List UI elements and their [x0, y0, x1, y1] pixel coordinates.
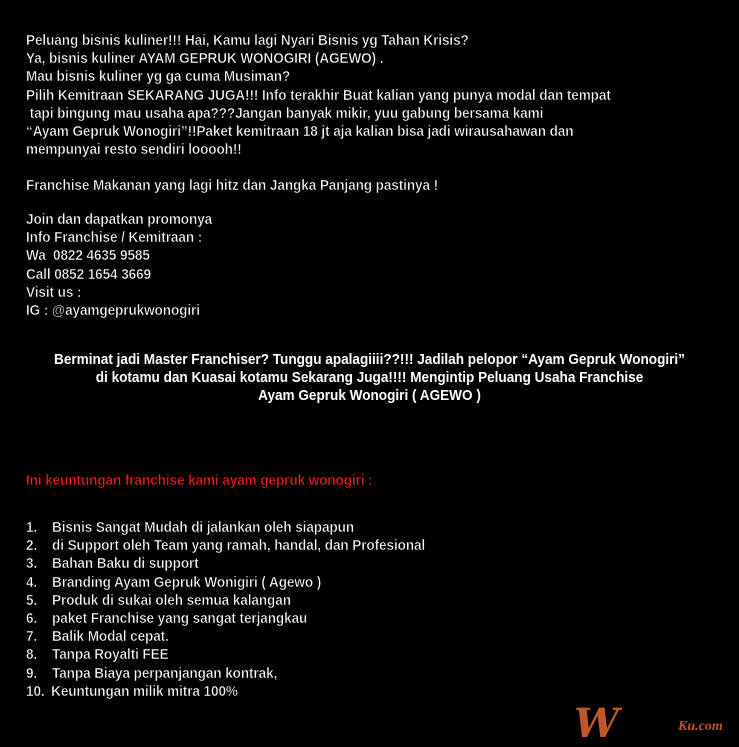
list-item [26, 592, 425, 610]
list-item [26, 537, 425, 555]
contact-info [26, 211, 212, 320]
list-item [26, 683, 425, 701]
list-item [26, 574, 425, 592]
list-item-text: di Support oleh Team yang ramah, handal, dan Profesional [52, 538, 426, 555]
intro-line: Ya, bisnis kuliner AYAM GEPRUK WONOGIRI (AGEWO) . [26, 51, 384, 68]
list-item-text: Balik Modal cepat. [52, 629, 169, 646]
benefits-heading-text: Ini keuntungan franchise kami ayam gepruk wonogiri : [26, 473, 373, 489]
list-item [26, 665, 425, 683]
master-franchiser-paragraph [0, 351, 739, 406]
list-item [26, 519, 425, 537]
contact-instagram: IG : @ayamgeprukwonogiri [26, 302, 200, 319]
franchise-tagline [26, 177, 438, 195]
list-item-number: 2. [26, 538, 38, 555]
list-item-text: Produk di sukai oleh semua kalangan [52, 592, 291, 609]
list-item-number: 3. [26, 556, 38, 573]
list-item [26, 628, 425, 646]
list-item-number: 9. [26, 665, 38, 682]
list-item-number: 10. [26, 683, 45, 700]
list-item-number: 5. [26, 592, 38, 609]
list-item-text: Tanpa Biaya perpanjangan kontrak, [52, 665, 278, 682]
franchise-tagline-text: Franchise Makanan yang lagi hitz dan Jangka Panjang pastinya ! [26, 178, 439, 194]
intro-paragraph [26, 32, 611, 159]
contact-phone: Call 0852 1654 3669 [26, 266, 152, 283]
benefits-heading [26, 472, 373, 490]
contact-visit-label: Visit us : [26, 284, 82, 301]
list-item-number: 1. [26, 520, 38, 536]
center-line: Ayam Gepruk Wonogiri ( AGEWO ) [258, 388, 481, 405]
list-item-text: Tanpa Royalti FEE [52, 647, 169, 664]
list-item [26, 646, 425, 664]
intro-line: Mau bisnis kuliner yg ga cuma Musiman? [26, 69, 291, 86]
list-item-number: 8. [26, 647, 38, 664]
intro-line: “Ayam Gepruk Wonogiri”!!Paket kemitraan 18 jt aja kalian bisa jadi wirausahawan dan [26, 123, 574, 140]
watermark-logo-icon: W [574, 700, 619, 747]
benefits-list [26, 519, 425, 701]
watermark-text: Ku.com [678, 719, 723, 734]
center-line: Berminat jadi Master Franchiser? Tunggu apalagiiii??!!! Jadilah pelopor “Ayam Gepruk Wonogiri” [54, 352, 685, 368]
list-item-number: 4. [26, 574, 38, 591]
contact-info-heading: Info Franchise / Kemitraan : [26, 230, 203, 247]
list-item [26, 610, 425, 628]
watermark-logo [574, 702, 739, 746]
list-item-number: 6. [26, 610, 38, 627]
list-item-text: Bisnis Sangat Mudah di jalankan oleh siapapun [52, 520, 355, 536]
list-item-text: Branding Ayam Gepruk Wonigiri ( Agewo ) [52, 574, 322, 591]
intro-line: mempunyai resto sendiri looooh!! [26, 142, 242, 159]
list-item-text: Keuntungan milik mitra 100% [51, 683, 238, 700]
intro-line: Pilih Kemitraan SEKARANG JUGA!!! Info terakhir Buat kalian yang punya modal dan tempat [26, 87, 611, 104]
contact-whatsapp: Wa 0822 4635 9585 [26, 248, 150, 265]
intro-line: tapi bingung mau usaha apa???Jangan banyak mikir, yuu gabung bersama kami [26, 105, 544, 122]
list-item-text: paket Franchise yang sangat terjangkau [52, 610, 308, 627]
list-item [26, 555, 425, 573]
list-item-text: Bahan Baku di support [52, 556, 199, 573]
intro-line: Peluang bisnis kuliner!!! Hai, Kamu lagi Nyari Bisnis yg Tahan Krisis? [26, 33, 469, 49]
center-line: di kotamu dan Kuasai kotamu Sekarang Juga!!!! Mengintip Peluang Usaha Franchise [95, 370, 644, 387]
contact-promo-line: Join dan dapatkan promonya [26, 212, 213, 228]
list-item-number: 7. [26, 629, 38, 646]
